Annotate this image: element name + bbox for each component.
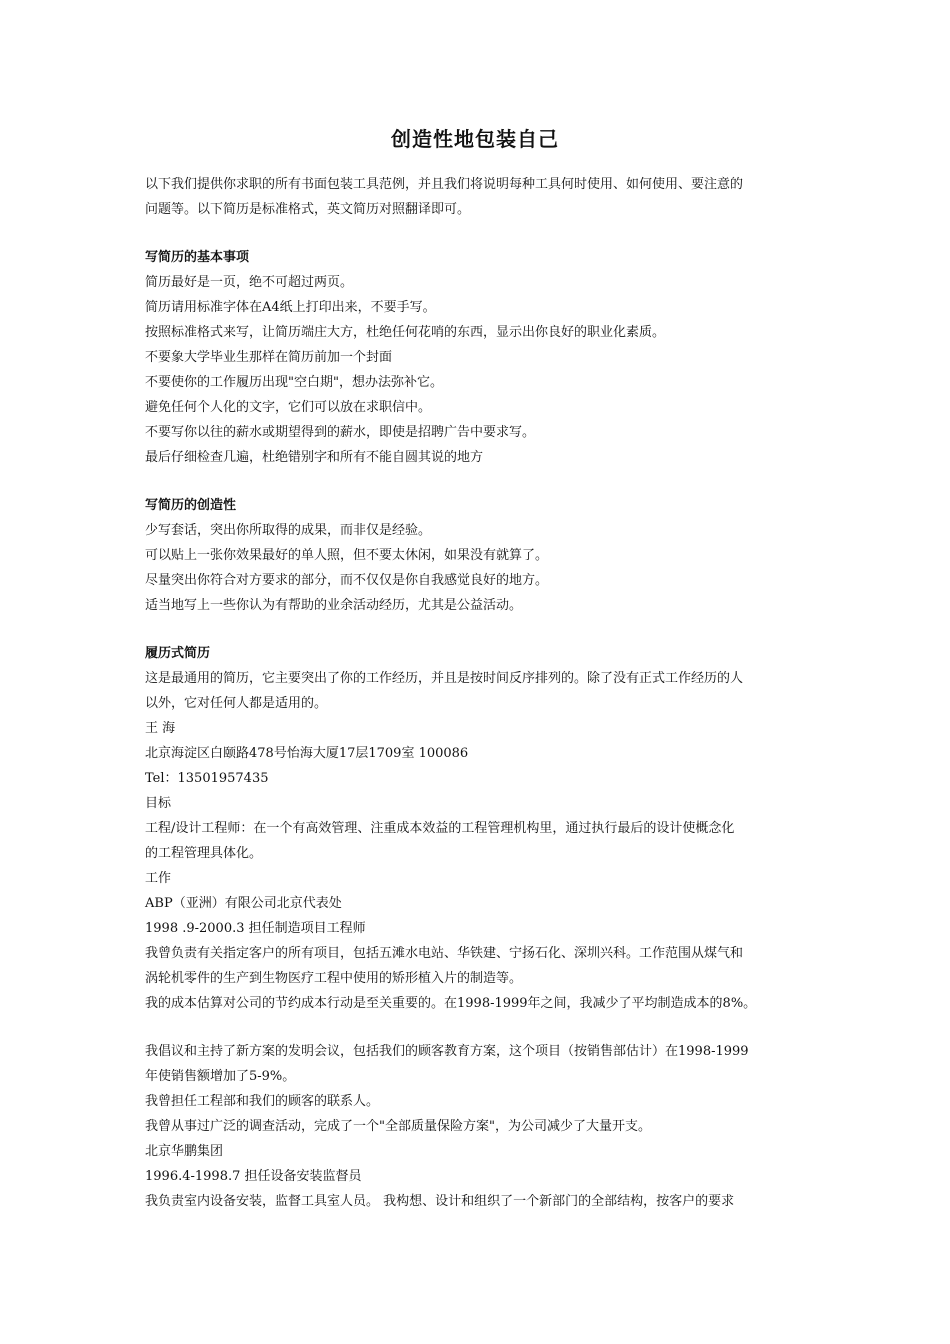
creativity-line: 可以贴上一张你效果最好的单人照，但不要太休闲，如果没有就算了。 — [145, 548, 549, 563]
basics-line: 不要象大学毕业生那样在简历前加一个封面 — [145, 350, 393, 365]
intro-line: 以下我们提供你求职的所有书面包装工具范例，并且我们将说明每种工具何时使用、如何使用、要注意的 — [145, 177, 744, 192]
resume-line: 我曾担任工程部和我们的顾客的联系人。 — [145, 1094, 380, 1109]
basics-line: 简历最好是一页，绝不可超过两页。 — [145, 275, 354, 290]
creativity-line: 适当地写上一些你认为有帮助的业余活动经历，尤其是公益活动。 — [145, 598, 523, 613]
resume-position: 1998 .9-2000.3 担任制造项目工程师 — [145, 921, 366, 936]
section-heading-resume: 履历式简历 — [145, 646, 211, 661]
creativity-line: 少写套话，突出你所取得的成果，而非仅是经验。 — [145, 523, 432, 538]
basics-line: 避免任何个人化的文字，它们可以放在求职信中。 — [145, 400, 432, 415]
resume-position: 1996.4-1998.7 担任设备安装监督员 — [145, 1169, 362, 1184]
resume-line: 我负责室内设备安装，监督工具室人员。 我构想、设计和组织了一个新部门的全部结构，按客户的要求 — [145, 1194, 735, 1209]
resume-line: 我倡议和主持了新方案的发明会议，包括我们的顾客教育方案，这个项目（按销售部估计）在1998-1999 — [145, 1044, 749, 1059]
resume-line: 我曾负责有关指定客户的所有项目，包括五滩水电站、华铁建、宁扬石化、深圳兴科。工作范围从煤气和 — [145, 946, 744, 961]
resume-line: 我的成本估算对公司的节约成本行动是至关重要的。在1998-1999年之间，我减少了平均制造成本的8%。 — [145, 996, 757, 1011]
basics-line: 最后仔细检查几遍，杜绝错别字和所有不能自圆其说的地方 — [145, 450, 484, 465]
resume-address: 北京海淀区白颐路478号怡海大厦17层1709室 100086 — [145, 746, 469, 761]
resume-line: 的工程管理具体化。 — [145, 846, 263, 861]
resume-line: 年使销售额增加了5-9%。 — [145, 1069, 296, 1084]
resume-label-objective: 目标 — [145, 796, 172, 811]
document-body — [145, 172, 810, 1214]
page-title: 创造性地包装自己 — [391, 127, 559, 151]
section-heading-basics: 写简历的基本事项 — [145, 250, 250, 265]
basics-line: 不要使你的工作履历出现"空白期"，想办法弥补它。 — [145, 375, 443, 390]
intro-line: 问题等。以下简历是标准格式，英文简历对照翻译即可。 — [145, 202, 471, 217]
resume-phone: Tel：13501957435 — [145, 771, 269, 786]
resume-name: 王 海 — [145, 721, 176, 736]
resume-employer: 北京华鹏集团 — [145, 1144, 224, 1159]
section-heading-creativity: 写简历的创造性 — [145, 498, 237, 513]
resume-line: 工程/设计工程师：在一个有高效管理、注重成本效益的工程管理机构里，通过执行最后的设计使概念化 — [145, 821, 735, 836]
basics-line: 不要写你以往的薪水或期望得到的薪水，即使是招聘广告中要求写。 — [145, 425, 536, 440]
basics-line: 按照标准格式来写，让简历端庄大方，杜绝任何花哨的东西，显示出你良好的职业化素质。 — [145, 325, 666, 340]
creativity-line: 尽量突出你符合对方要求的部分，而不仅仅是你自我感觉良好的地方。 — [145, 573, 549, 588]
resume-line: 以外，它对任何人都是适用的。 — [145, 696, 328, 711]
resume-label-work: 工作 — [145, 871, 172, 886]
resume-line: 涡轮机零件的生产到生物医疗工程中使用的矫形植入片的制造等。 — [145, 971, 523, 986]
basics-line: 简历请用标准字体在A4纸上打印出来，不要手写。 — [145, 300, 436, 315]
resume-employer: ABP（亚洲）有限公司北京代表处 — [145, 896, 342, 911]
resume-line: 我曾从事过广泛的调查活动，完成了一个"全部质量保险方案"，为公司减少了大量开支。 — [145, 1119, 651, 1134]
resume-line: 这是最通用的简历，它主要突出了你的工作经历，并且是按时间反序排列的。除了没有正式工作经历的人 — [145, 671, 744, 686]
